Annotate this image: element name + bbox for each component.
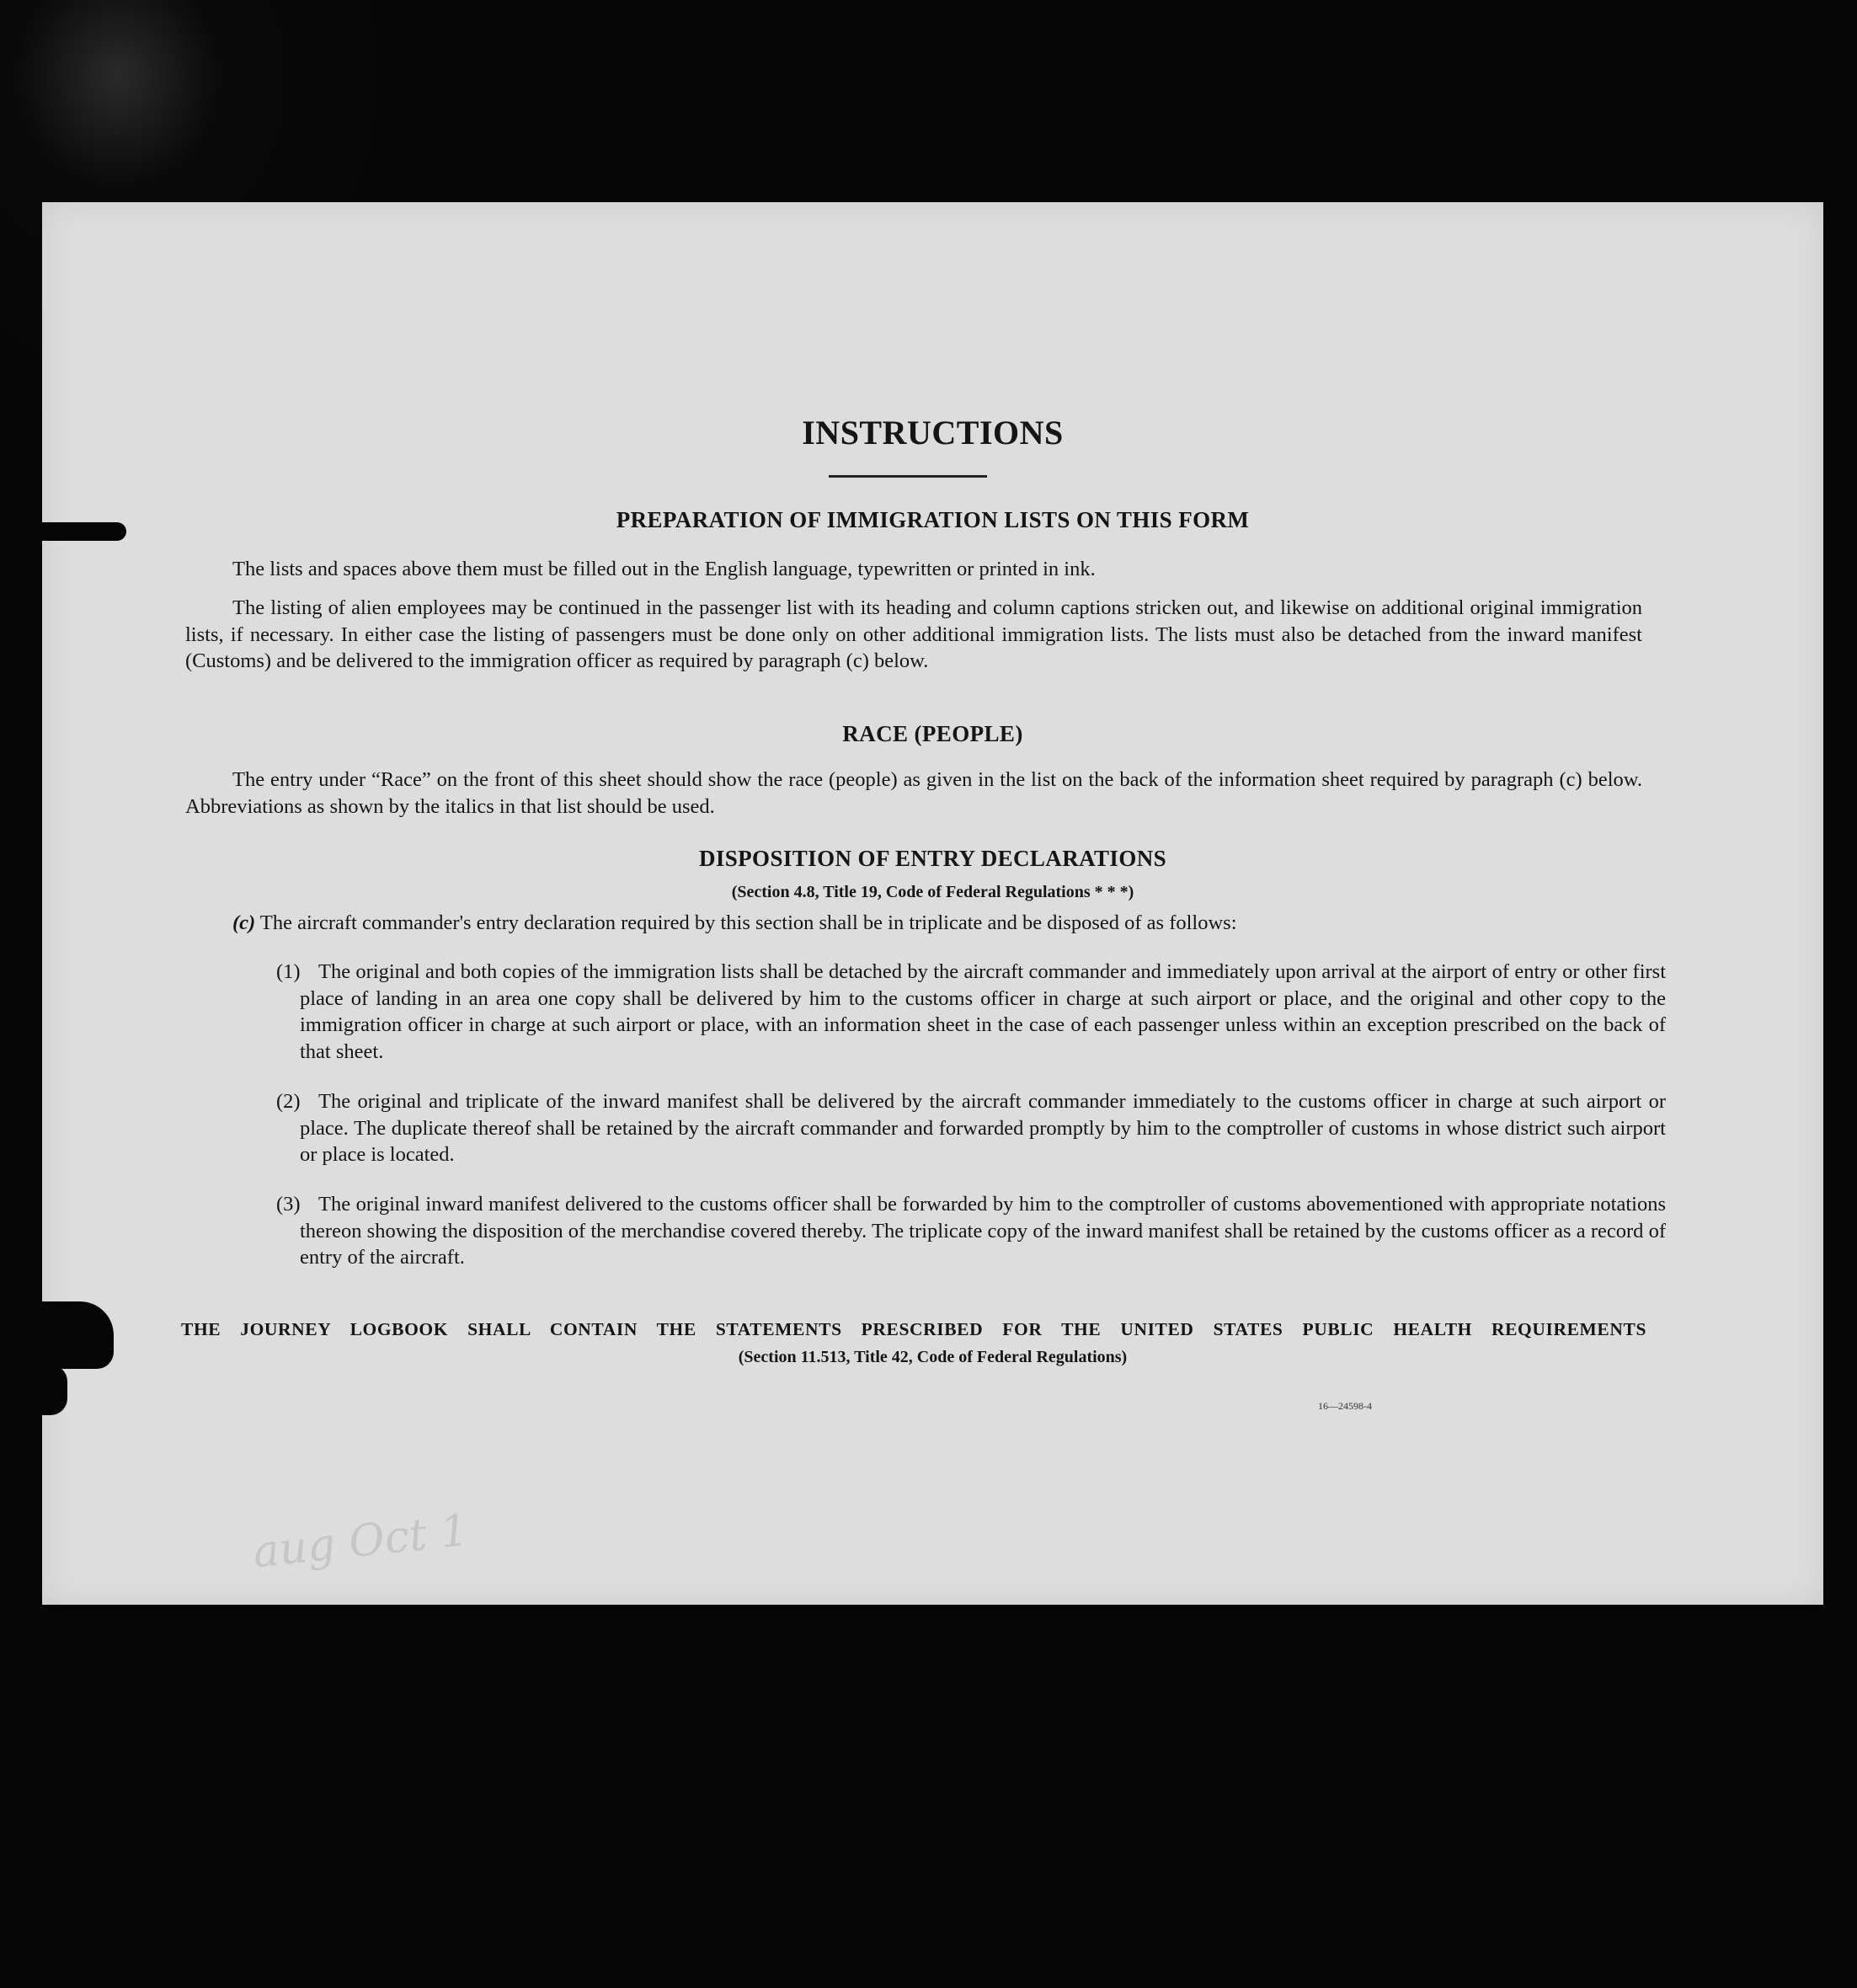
paragraph-race xyxy=(185,767,1642,820)
paragraph-preparation-1 xyxy=(185,556,1642,583)
list-item-text: The original and triplicate of the inward manifest shall be delivered by the aircraft commander immediately to the customs officer in charge at such airport or place. The duplicate thereof shall be retained by the aircraft commander and forwarded promptly by him to the comptroller of customs in whose district such airport or place is located. xyxy=(300,1090,1666,1166)
footer-heading: THE JOURNEY LOGBOOK SHALL CONTAIN THE STATEMENTS PRESCRIBED FOR THE UNITED STATES PUBLIC HEALTH REQUIREMENTS xyxy=(181,1319,1646,1339)
tear-mark-lower xyxy=(42,1301,114,1369)
heading-race: RACE (PEOPLE) xyxy=(842,721,1023,746)
handwritten-note: aug Oct 1 xyxy=(250,1504,472,1579)
list-item-1 xyxy=(276,959,1666,1065)
list-item-number: (2) xyxy=(276,1090,301,1113)
list-item-number: (3) xyxy=(276,1193,301,1216)
paragraph-text: The aircraft commander's entry declaration required by this section shall be in triplicate and be disposed of as follows: xyxy=(259,911,1237,934)
citation-disposition: (Section 4.8, Title 19, Code of Federal Regulations * * *) xyxy=(731,883,1134,901)
paragraph-preparation-2 xyxy=(185,595,1642,675)
list-item-2 xyxy=(276,1088,1666,1168)
list-item-number: (1) xyxy=(276,960,301,983)
list-item-text: The original and both copies of the immigration lists shall be detached by the aircraft commander and immediately upon arrival at the airport of entry or other first place of landing in an area one copy shall be delivered by him to the customs officer in charge at such airport or place, and the original and other copy to the immigration officer in charge at such airport or place, with an information sheet in the case of each passenger unless within an exception prescribed on the back of that sheet. xyxy=(300,960,1666,1063)
paragraph-text: The listing of alien employees may be continued in the passenger list with its heading and column captions stricken out, and likewise on additional original immigration lists, if necessary. In either case the listing of passengers must be done only on other additional immigration lists. The lists must also be detached from the inward manifest (Customs) and be delivered to the immigration officer as required by paragraph (c) below. xyxy=(185,596,1642,672)
paragraph-text: The lists and spaces above them must be filled out in the English language, typewritten or printed in ink. xyxy=(232,558,1096,580)
document-page xyxy=(42,202,1823,1605)
list-item-3 xyxy=(276,1191,1666,1271)
subsection-label: (c) xyxy=(232,911,256,934)
heading-preparation: PREPARATION OF IMMIGRATION LISTS ON THIS FORM xyxy=(616,507,1250,532)
footer-citation: (Section 11.513, Title 42, Code of Federal Regulations) xyxy=(738,1348,1128,1366)
heading-disposition: DISPOSITION OF ENTRY DECLARATIONS xyxy=(698,846,1167,871)
list-item-text: The original inward manifest delivered to the customs officer shall be forwarded by him to the comptroller of customs abovementioned with appropriate notations thereon showing the disposition of the merchandise covered thereby. The triplicate copy of the inward manifest shall be retained by the customs officer as a record of entry of the aircraft. xyxy=(300,1193,1666,1269)
form-number: 16—24598-4 xyxy=(1318,1400,1372,1412)
page-title: INSTRUCTIONS xyxy=(802,414,1064,452)
tear-mark-upper xyxy=(42,522,126,541)
title-underline xyxy=(829,475,987,478)
tear-mark-lower-2 xyxy=(42,1365,67,1415)
paragraph-text: The entry under “Race” on the front of this sheet should show the race (people) as given in the list on the back of the information sheet required by paragraph (c) below. Abbreviations as shown by the italics in that list should be used. xyxy=(185,768,1642,818)
paragraph-disposition-intro xyxy=(232,910,1642,937)
